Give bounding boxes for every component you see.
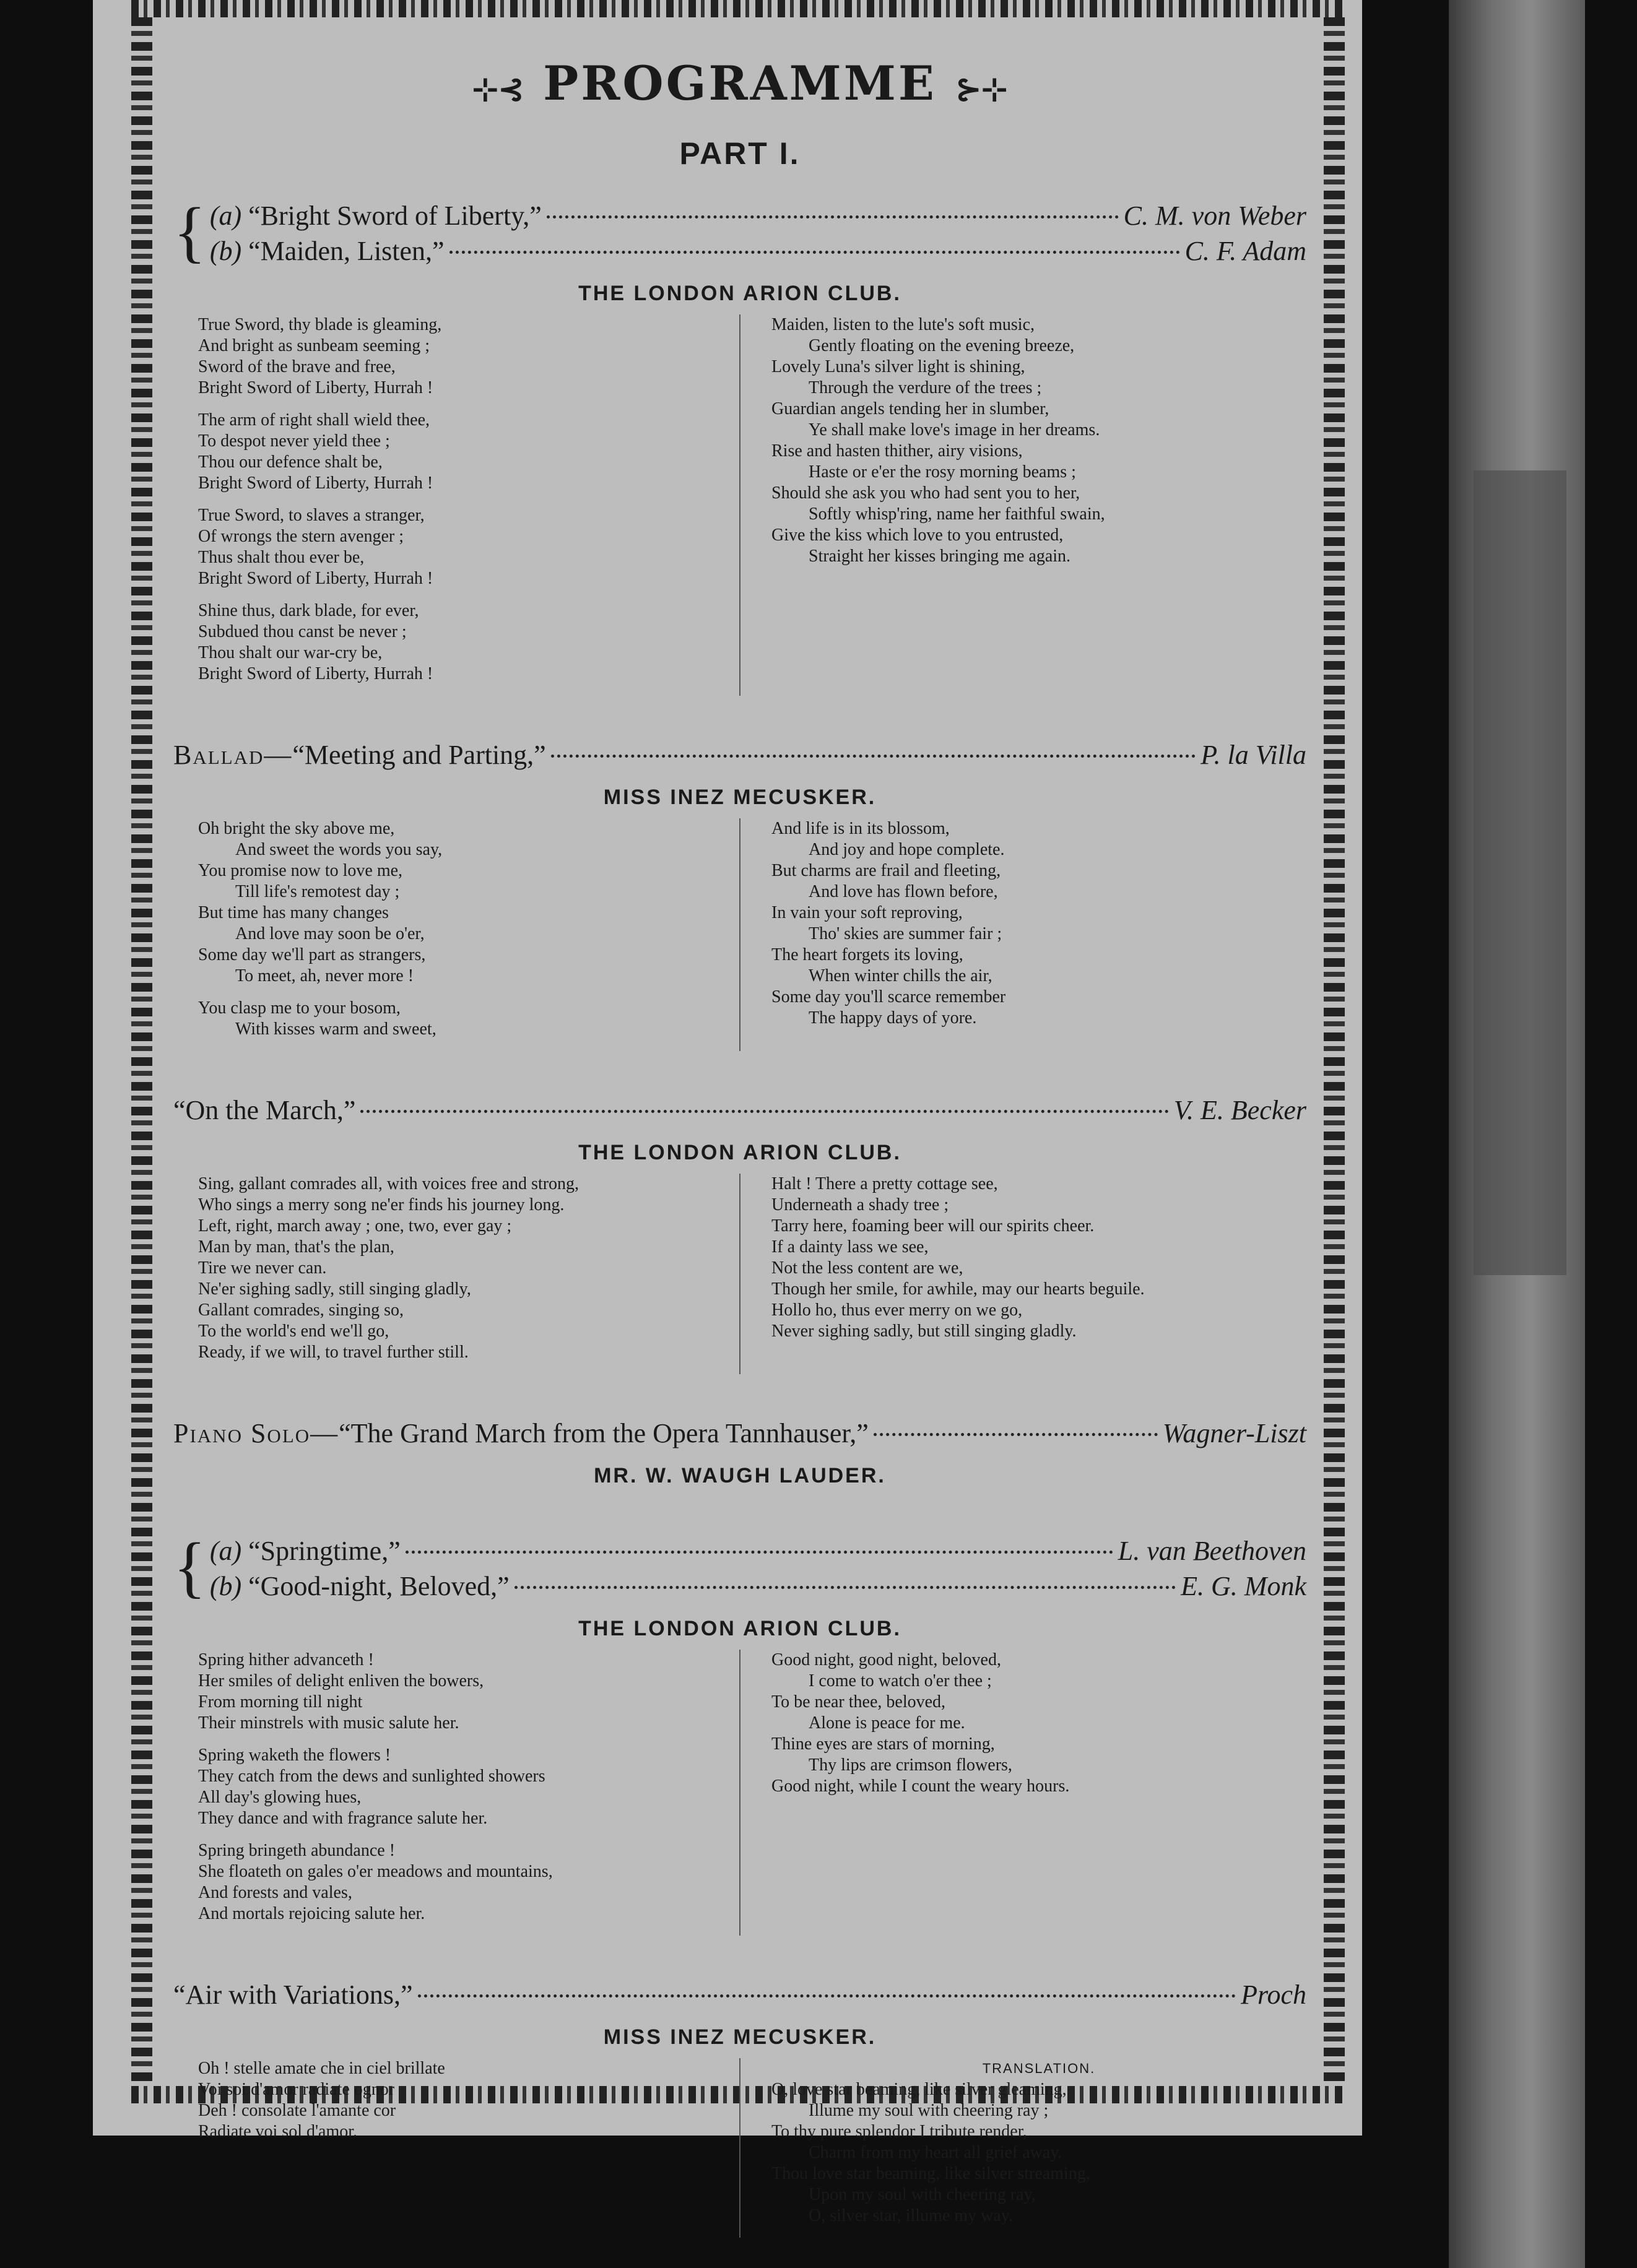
lyric-stanza	[771, 1650, 1306, 1797]
lyrics-right-column	[747, 818, 1306, 1051]
lyric-line: Her smiles of delight enliven the bowers,	[198, 1671, 484, 1690]
item-label: (b)	[209, 1571, 249, 1601]
programme-section	[173, 1979, 1306, 2238]
brace-symbol: {	[173, 1529, 206, 1604]
lyric-line: Shine thus, dark blade, for ever,	[198, 601, 419, 620]
page-shadow	[1474, 470, 1566, 1275]
lyric-line: Of wrongs the stern avenger ;	[198, 527, 404, 546]
lyric-stanza	[771, 818, 1306, 1029]
song-title: “On the March,”	[173, 1095, 356, 1125]
leader-dots	[406, 1551, 1113, 1554]
item-title	[210, 235, 445, 267]
lyric-line: With kisses warm and sweet,	[235, 1019, 436, 1039]
lyric-line: You clasp me to your bosom,	[198, 998, 401, 1018]
song-title: “Maiden, Listen,”	[248, 236, 445, 266]
lyric-line: All day's glowing hues,	[198, 1788, 362, 1807]
item-title	[210, 1570, 510, 1602]
lyric-line: Good night, good night, beloved,	[771, 1650, 1001, 1669]
lyric-stanza	[198, 1174, 733, 1363]
composer-name: Proch	[1241, 1980, 1306, 2010]
lyric-line: Gently floating on the evening breeze,	[809, 336, 1075, 355]
lyric-stanza	[198, 410, 733, 494]
item-group	[173, 739, 1306, 771]
programme-item	[210, 200, 1306, 232]
item-title	[173, 1094, 355, 1126]
title-text: PROGRAMME	[543, 56, 937, 111]
column-divider	[739, 818, 740, 1051]
lyric-line: Thou our defence shalt be,	[198, 452, 383, 472]
sections	[173, 196, 1306, 2238]
leader-dots	[874, 1433, 1158, 1436]
title-flourish-left: ⊹⊰	[472, 71, 524, 107]
lyric-line: Their minstrels with music salute her.	[198, 1713, 459, 1733]
lyric-line: To meet, ah, never more !	[235, 966, 414, 985]
composer-name: Wagner-Liszt	[1162, 1418, 1306, 1448]
lyrics-columns	[173, 818, 1306, 1051]
lyric-line: Sword of the brave and free,	[198, 357, 396, 376]
lyric-stanza	[198, 998, 733, 1040]
lyric-line: And sweet the words you say,	[235, 840, 443, 859]
lyrics-right-column	[747, 314, 1306, 696]
lyric-line: But time has many changes	[198, 903, 389, 922]
song-title: “The Grand March from the Opera Tannhauser,”	[339, 1418, 869, 1448]
lyric-line: Guardian angels tending her in slumber,	[771, 399, 1049, 418]
lyric-line: O, silver star, illume my way.	[809, 2206, 1013, 2225]
lyric-line: If a dainty lass we see,	[771, 1237, 929, 1257]
lyric-line: Thine eyes are stars of morning,	[771, 1734, 995, 1754]
lyric-line: Tire we never can.	[198, 1258, 327, 1278]
lyric-line: To be near thee, beloved,	[771, 1692, 946, 1712]
composer-name: L. van Beethoven	[1118, 1536, 1306, 1566]
item-title	[173, 1418, 869, 1449]
lyric-line: I come to watch o'er thee ;	[809, 1671, 992, 1690]
lyric-line: Lovely Luna's silver light is shining,	[771, 357, 1025, 376]
song-title: “Bright Sword of Liberty,”	[248, 201, 542, 231]
item-rows	[210, 1531, 1306, 1602]
item-group	[173, 1094, 1306, 1126]
lyric-line: Spring hither advanceth !	[198, 1650, 374, 1669]
lyric-line: Sing, gallant comrades all, with voices free and strong,	[198, 1174, 580, 1193]
performer-name: THE LONDON ARION CLUB.	[578, 1617, 901, 1640]
lyric-line: They catch from the dews and sunlighted showers	[198, 1767, 545, 1786]
lyric-line: Left, right, march away ; one, two, ever gay ;	[198, 1216, 512, 1236]
lyric-line: Tarry here, foaming beer will our spirits cheer.	[771, 1216, 1095, 1236]
lyric-line: Bright Sword of Liberty, Hurrah !	[198, 474, 433, 493]
item-type: Ballad—	[173, 740, 293, 770]
lyric-line: Ye shall make love's image in her dreams.	[809, 420, 1100, 439]
lyric-line: When winter chills the air,	[809, 966, 992, 985]
column-divider	[739, 1174, 740, 1374]
column-divider	[739, 1650, 740, 1936]
leader-dots	[449, 251, 1180, 254]
lyric-line: But charms are frail and fleeting,	[771, 861, 1001, 880]
lyric-line: Thou love star beaming, like silver streaming,	[771, 2164, 1090, 2183]
lyric-line: Good night, while I count the weary hours.	[771, 1777, 1070, 1796]
lyric-line: Ne'er sighing sadly, still singing gladly,	[198, 1279, 471, 1299]
lyric-line: The heart forgets its loving,	[771, 945, 963, 964]
lyric-line: Illume my soul with cheering ray ;	[809, 2101, 1049, 2120]
programme-item	[210, 1570, 1306, 1602]
lyric-line: True Sword, to slaves a stranger,	[198, 506, 425, 525]
lyric-line: Give the kiss which love to you entrusted,	[771, 526, 1064, 545]
lyrics-left-column	[173, 314, 733, 696]
lyric-line: The arm of right shall wield thee,	[198, 410, 430, 430]
leader-dots	[551, 755, 1196, 758]
lyric-stanza	[198, 314, 733, 399]
lyrics-left-column	[173, 818, 733, 1051]
programme-content	[173, 37, 1306, 2238]
lyric-stanza	[198, 1745, 733, 1829]
lyric-line: Who sings a merry song ne'er finds his journey long.	[198, 1195, 565, 1214]
programme-item	[210, 235, 1306, 267]
lyric-line: In vain your soft reproving,	[771, 903, 963, 922]
item-title	[173, 739, 546, 771]
lyric-line: Spring waketh the flowers !	[198, 1746, 391, 1765]
lyric-line: Bright Sword of Liberty, Hurrah !	[198, 569, 433, 588]
composer-name: V. E. Becker	[1173, 1095, 1306, 1125]
translation-heading: TRANSLATION.	[982, 2061, 1096, 2076]
lyric-line: Radiate voi sol d'amor.	[198, 2122, 358, 2141]
brace-symbol: {	[173, 194, 206, 269]
lyric-line: Maiden, listen to the lute's soft music,	[771, 315, 1035, 334]
lyric-line: She floateth on gales o'er meadows and mountains,	[198, 1862, 553, 1881]
lyric-stanza	[771, 314, 1306, 567]
item-title	[173, 1979, 413, 2010]
column-divider	[739, 314, 740, 696]
lyric-line: Should she ask you who had sent you to her,	[771, 483, 1080, 503]
lyric-line: You promise now to love me,	[198, 861, 403, 880]
lyrics-right-column	[747, 2058, 1306, 2238]
programme-item	[173, 1094, 1306, 1126]
lyric-stanza	[198, 600, 733, 685]
lyric-line: Not the less content are we,	[771, 1258, 963, 1278]
lyric-line: Haste or e'er the rosy morning beams ;	[809, 462, 1076, 482]
programme-section	[173, 1418, 1306, 1488]
lyric-line: Bright Sword of Liberty, Hurrah !	[198, 664, 433, 683]
programme-section	[173, 196, 1306, 696]
page-title	[173, 56, 1306, 111]
lyric-line: Subdued thou canst be never ;	[198, 622, 407, 641]
lyric-line: Gallant comrades, singing so,	[198, 1301, 404, 1320]
title-flourish-right: ⊱⊹	[955, 71, 1008, 107]
lyric-line: And joy and hope complete.	[809, 840, 1005, 859]
lyric-line: And love has flown before,	[809, 882, 998, 901]
lyrics-left-column	[173, 2058, 733, 2238]
lyric-line: Some day you'll scarce remember	[771, 987, 1006, 1006]
lyric-line: The happy days of yore.	[809, 1008, 977, 1028]
lyric-line: And forests and vales,	[198, 1883, 352, 1902]
lyric-stanza	[198, 1840, 733, 1924]
performer-name: THE LONDON ARION CLUB.	[578, 1141, 901, 1164]
lyric-line: To despot never yield thee ;	[198, 431, 390, 451]
performer-name: MISS INEZ MECUSKER.	[603, 2025, 877, 2049]
lyric-line: Softly whisp'ring, name her faithful swain,	[809, 504, 1105, 524]
lyric-line: True Sword, thy blade is gleaming,	[198, 315, 442, 334]
lyrics-left-column	[173, 1650, 733, 1936]
ornamental-border-right	[1324, 17, 1345, 2086]
lyric-stanza	[771, 2079, 1306, 2227]
programme-item	[173, 1979, 1306, 2010]
lyric-line: And bright as sunbeam seeming ;	[198, 336, 430, 355]
composer-name: C. M. von Weber	[1123, 201, 1306, 231]
lyrics-left-column	[173, 1174, 733, 1374]
lyric-stanza	[198, 505, 733, 589]
leader-dots	[418, 1994, 1236, 1997]
lyric-stanza	[198, 2058, 733, 2142]
lyric-line: Halt ! There a pretty cottage see,	[771, 1174, 998, 1193]
programme-section	[173, 1531, 1306, 1936]
lyric-line: To the world's end we'll go,	[198, 1322, 389, 1341]
lyric-stanza	[198, 1650, 733, 1734]
lyrics-columns	[173, 2058, 1306, 2238]
lyric-line: Rise and hasten thither, airy visions,	[771, 441, 1023, 461]
programme-page	[93, 0, 1362, 2225]
lyric-line: To thy pure splendor I tribute render,	[771, 2122, 1027, 2141]
lyric-line: Thy lips are crimson flowers,	[809, 1755, 1012, 1775]
lyric-stanza	[198, 818, 733, 987]
ornamental-border-left	[131, 17, 152, 2086]
lyric-line: They dance and with fragrance salute her.	[198, 1809, 488, 1828]
item-label: (a)	[209, 201, 249, 231]
lyrics-columns	[173, 314, 1306, 696]
composer-name: C. F. Adam	[1184, 236, 1306, 266]
lyric-line: Spring bringeth abundance !	[198, 1841, 396, 1860]
lyric-line: Never sighing sadly, but still singing gladly.	[771, 1322, 1077, 1341]
ornamental-border-top	[131, 0, 1345, 17]
performer-name: MR. W. WAUGH LAUDER.	[594, 1464, 886, 1487]
lyric-line: Thou shalt our war-cry be,	[198, 643, 383, 662]
lyric-line: Charm from my heart all grief away.	[809, 2143, 1062, 2162]
lyric-line: Ready, if we will, to travel further still.	[198, 1343, 469, 1362]
lyric-line: Thus shalt thou ever be,	[198, 548, 365, 567]
lyric-line: Man by man, that's the plan,	[198, 1237, 394, 1257]
item-type: Piano Solo—	[173, 1418, 339, 1448]
lyrics-columns	[173, 1174, 1306, 1374]
leader-dots	[515, 1586, 1176, 1589]
lyrics-right-column	[747, 1650, 1306, 1936]
part-heading: PART I.	[679, 136, 801, 171]
lyric-line: From morning till night	[198, 1692, 363, 1712]
item-group	[173, 1979, 1306, 2010]
programme-section	[173, 1094, 1306, 1374]
programme-item	[210, 1535, 1306, 1567]
column-divider	[739, 2058, 740, 2238]
lyric-line: And love may soon be o'er,	[235, 924, 425, 943]
lyric-line: Through the verdure of the trees ;	[809, 378, 1042, 397]
lyric-line: Hollo ho, thus ever merry on we go,	[771, 1301, 1023, 1320]
lyric-line: Straight her kisses bringing me again.	[809, 547, 1071, 566]
leader-dots	[360, 1110, 1168, 1113]
lyric-line: Though her smile, for awhile, may our hearts beguile.	[771, 1279, 1145, 1299]
lyric-line: Oh ! stelle amate che in ciel brillate	[198, 2059, 445, 2078]
song-title: “Springtime,”	[248, 1536, 401, 1566]
item-label: (b)	[209, 236, 249, 266]
lyric-stanza	[771, 1174, 1306, 1342]
programme-item	[173, 1418, 1306, 1449]
lyric-line: Some day we'll part as strangers,	[198, 945, 426, 964]
lyric-line: Upon my soul with cheering ray,	[809, 2185, 1036, 2204]
lyric-line: Voi soi d'amor radiate ognor	[198, 2080, 395, 2099]
lyric-line: Bright Sword of Liberty, Hurrah !	[198, 378, 433, 397]
lyric-line: O, love star beaming, like silver gleaming,	[771, 2080, 1067, 2099]
item-rows	[210, 196, 1306, 267]
item-title	[210, 200, 542, 232]
composer-name: E. G. Monk	[1181, 1571, 1306, 1601]
item-group	[173, 196, 1306, 267]
item-group	[173, 1418, 1306, 1449]
programme-section	[173, 739, 1306, 1051]
song-title: “Air with Variations,”	[173, 1980, 413, 2010]
lyric-line: Oh bright the sky above me,	[198, 819, 395, 838]
item-label: (a)	[209, 1536, 249, 1566]
lyric-line: Alone is peace for me.	[809, 1713, 965, 1733]
lyric-line: Deh ! consolate l'amante cor	[198, 2101, 396, 2120]
lyrics-columns	[173, 1650, 1306, 1936]
lyric-line: Underneath a shady tree ;	[771, 1195, 949, 1214]
item-group	[173, 1531, 1306, 1602]
lyrics-right-column	[747, 1174, 1306, 1374]
item-title	[210, 1535, 401, 1567]
song-title: “Meeting and Parting,”	[292, 740, 546, 770]
programme-item	[173, 739, 1306, 771]
performer-name: THE LONDON ARION CLUB.	[578, 282, 901, 305]
lyric-line: And mortals rejoicing salute her.	[198, 1904, 425, 1923]
song-title: “Good-night, Beloved,”	[248, 1571, 510, 1601]
leader-dots	[547, 215, 1119, 219]
lyric-line: Tho' skies are summer fair ;	[809, 924, 1002, 943]
performer-name: MISS INEZ MECUSKER.	[603, 786, 877, 809]
composer-name: P. la Villa	[1201, 740, 1306, 770]
lyric-line: Till life's remotest day ;	[235, 882, 400, 901]
lyric-line: And life is in its blossom,	[771, 819, 950, 838]
